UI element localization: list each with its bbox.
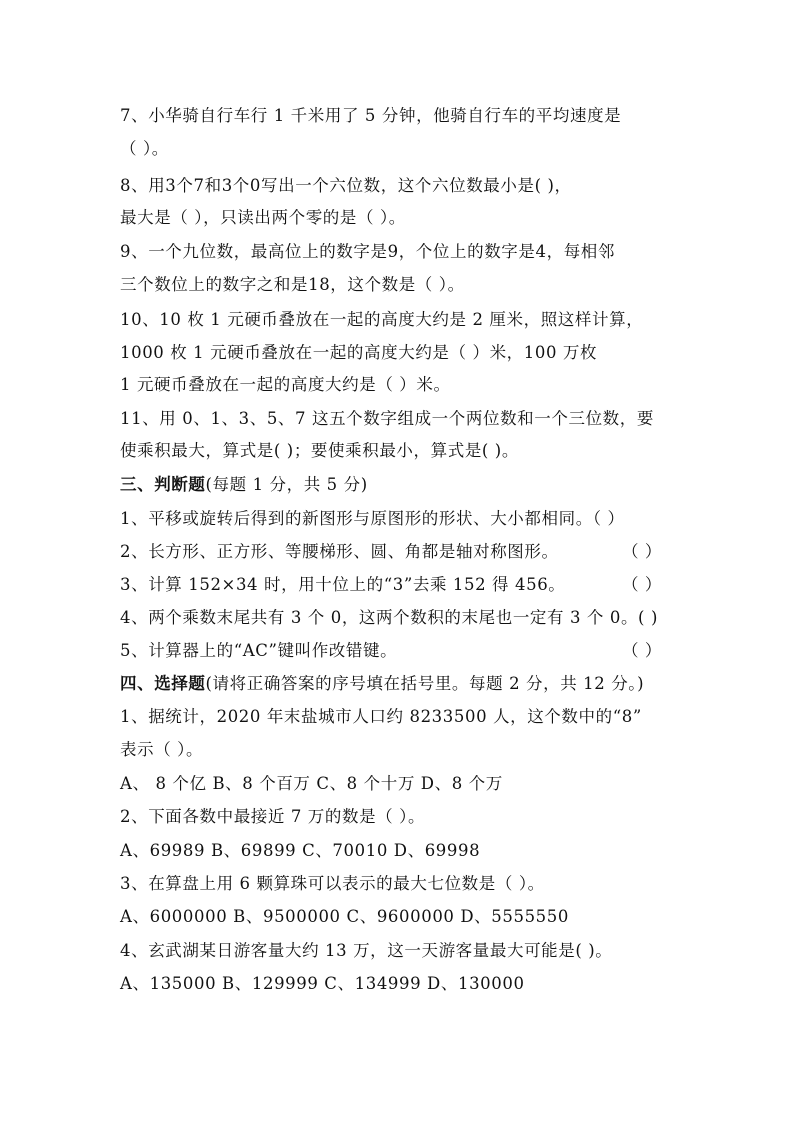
- judge-item-5-answer-paren: （ ）: [621, 641, 662, 660]
- choice-q4-stem: 4、玄武湖某日游客量大约 13 万，这一天游客量最大可能是( )。: [120, 941, 613, 960]
- judge-item-4: 4、两个乘数末尾共有 3 个 0，这两个数积的末尾也一定有 3 个 0。( ): [120, 608, 658, 627]
- section-4-note: (请将正确答案的序号填在括号里。每题 2 分，共 12 分。): [205, 674, 645, 693]
- section-3-heading: [120, 474, 680, 496]
- section-3-note: (每题 1 分，共 5 分): [205, 475, 368, 494]
- judge-item-1: 1、平移或旋转后得到的新图形与原图形的形状、大小都相同。（ ）: [120, 509, 625, 528]
- q10-line-2: 1000 枚 1 元硬币叠放在一起的高度大约是（ ）米，100 万枚: [120, 343, 598, 362]
- q7-line-2: （ ）。: [120, 139, 169, 158]
- section-4-heading: [120, 673, 680, 695]
- judge-item-3-answer-paren: （ ）: [621, 575, 662, 594]
- choice-q3-options: A、6000000 B、9500000 C、9600000 D、5555550: [120, 907, 569, 926]
- choice-q2-stem: 2、下面各数中最接近 7 万的数是（ ）。: [120, 807, 426, 826]
- q10-line-3: 1 元硬币叠放在一起的高度大约是（ ）米。: [120, 375, 451, 394]
- choice-q4-options: A、135000 B、129999 C、134999 D、130000: [120, 974, 525, 993]
- choice-q2-options: A、69989 B、69899 C、70010 D、69998: [120, 841, 481, 860]
- q11-line-2: 使乘积最大，算式是( )；要使乘积最小，算式是( )。: [120, 441, 519, 460]
- choice-q3-stem: 3、在算盘上用 6 颗算珠可以表示的最大七位数是（ ）。: [120, 874, 545, 893]
- q8-line-1: 8、用3个7和3个0写出一个六位数，这个六位数最小是( )，: [120, 176, 572, 195]
- judge-item-2-answer-paren: （ ）: [621, 542, 662, 561]
- section-4-title: 四、选择题: [120, 674, 206, 693]
- judge-item-5: 5、计算器上的“AC”键叫作改错键。: [120, 641, 398, 660]
- judge-item-2: 2、长方形、正方形、等腰梯形、圆、角都是轴对称图形。: [120, 542, 559, 561]
- q7-line-1: 7、小华骑自行车行 1 千米用了 5 分钟，他骑自行车的平均速度是: [120, 106, 622, 125]
- q11-line-1: 11、用 0、1、3、5、7 这五个数字组成一个两位数和一个三位数，要: [120, 409, 654, 428]
- q10-line-1: 10、10 枚 1 元硬币叠放在一起的高度大约是 2 厘米，照这样计算，: [120, 310, 644, 329]
- choice-q1-options: A、 8 个亿 B、8 个百万 C、8 个十万 D、8 个万: [120, 774, 503, 793]
- choice-q1-line-2: 表示（ ）。: [120, 740, 204, 759]
- judge-item-3: 3、计算 152×34 时，用十位上的“3”去乘 152 得 456。: [120, 575, 566, 594]
- choice-q1-line-1: 1、据统计，2020 年末盐城市人口约 8233500 人，这个数中的“8”: [120, 707, 642, 726]
- section-3-title: 三、判断题: [120, 475, 206, 494]
- q9-line-1: 9、一个九位数，最高位上的数字是9，个位上的数字是4，每相邻: [120, 242, 615, 261]
- q9-line-2: 三个数位上的数字之和是18，这个数是（ ）。: [120, 275, 465, 294]
- q8-line-2: 最大是（ ），只读出两个零的是（ ）。: [120, 208, 406, 227]
